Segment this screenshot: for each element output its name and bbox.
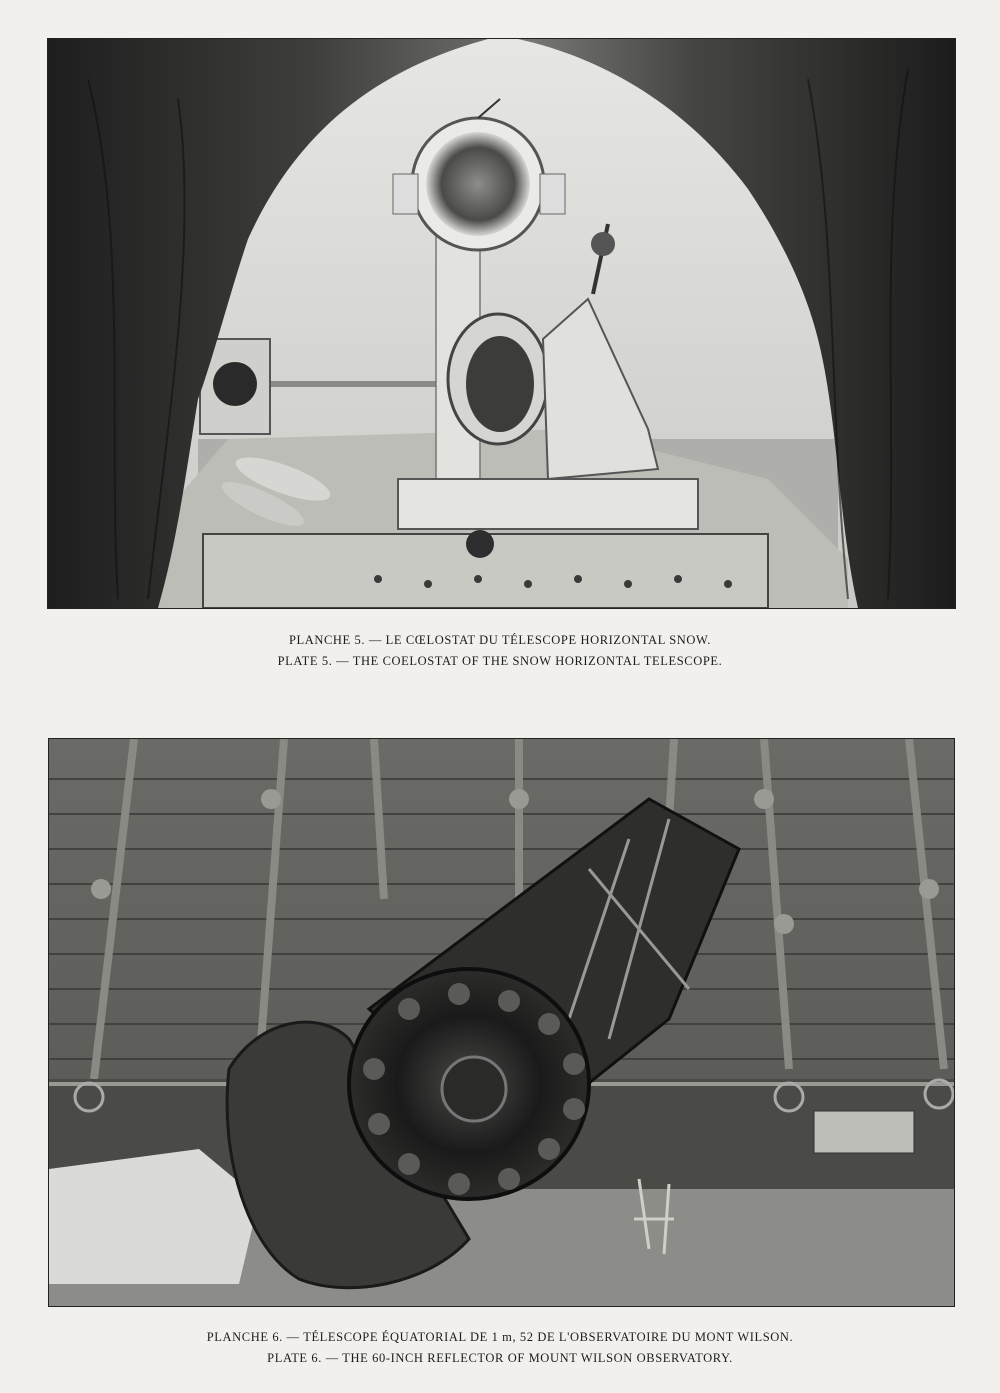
plate-6-caption-english: PLATE 6. — THE 60-INCH REFLECTOR OF MOUNT WILSON OBSERVATORY. — [267, 1351, 733, 1365]
plate-6-photograph — [48, 738, 955, 1307]
plate-5-caption — [0, 630, 1000, 672]
plate-6-caption-french: PLANCHE 6. — TÉLESCOPE ÉQUATORIAL DE 1 m, 52 DE L'OBSERVATOIRE DU MONT WILSON. — [206, 1330, 794, 1344]
plate-5-photograph — [47, 38, 956, 609]
plate-6-caption — [0, 1327, 1000, 1369]
plate-5-caption-french: PLANCHE 5. — LE CŒLOSTAT DU TÉLESCOPE HORIZONTAL SNOW. — [288, 633, 712, 647]
plate-5-caption-english: PLATE 5. — THE COELOSTAT OF THE SNOW HORIZONTAL TELESCOPE. — [277, 654, 723, 668]
